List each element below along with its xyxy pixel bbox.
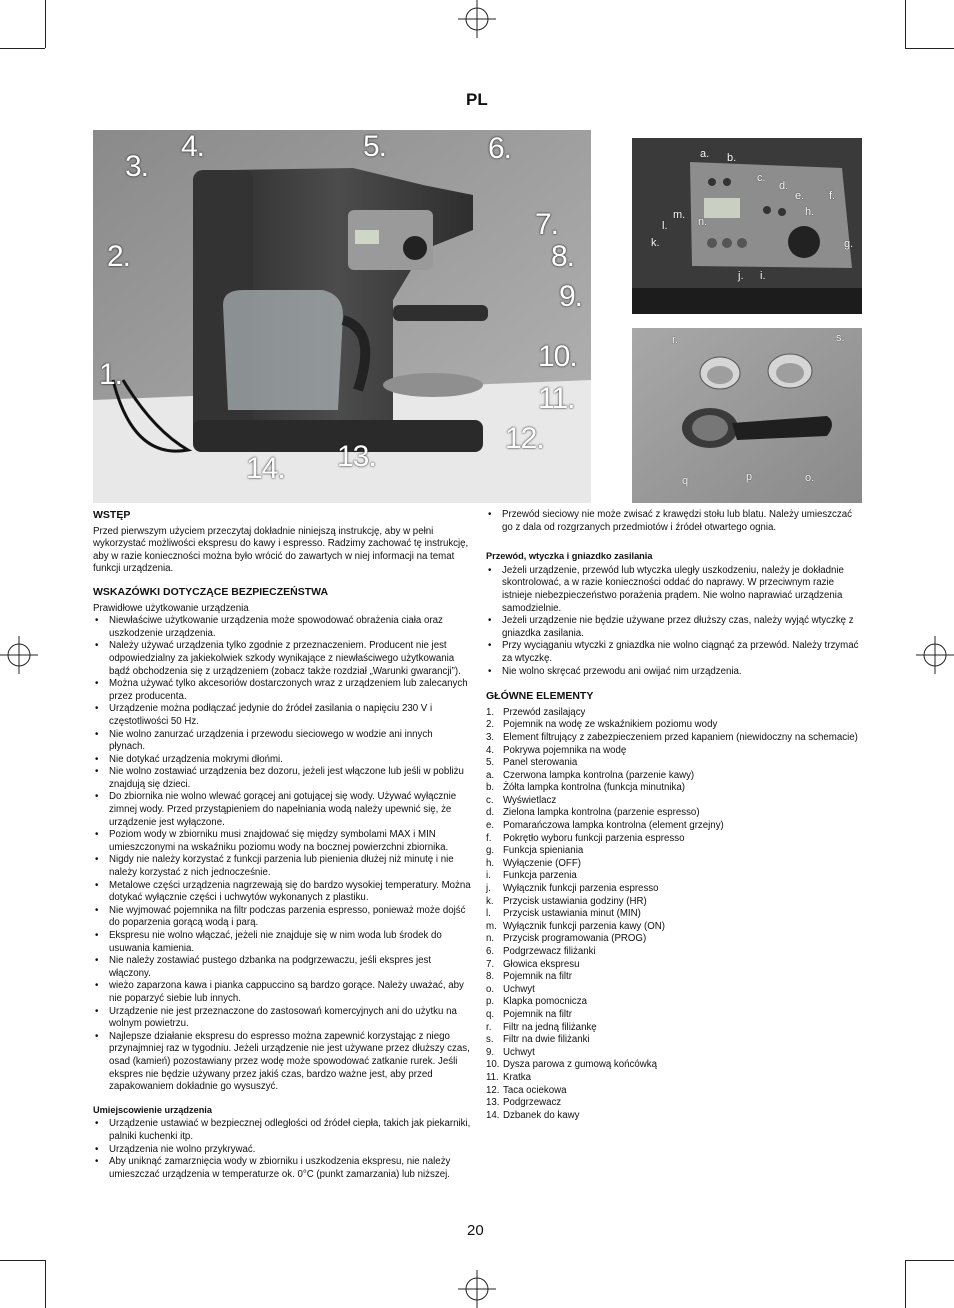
- callout-number: 9.: [559, 280, 583, 313]
- parts-list-item: [486, 984, 862, 997]
- parts-list-item: [486, 1047, 862, 1060]
- callout-letter: a.: [700, 148, 710, 160]
- parts-list-text: Pokrywa pojemnika na wodę: [503, 744, 627, 756]
- parts-list-text: Wyłącznik funkcji parzenia kawy (ON): [503, 920, 665, 932]
- parts-list-item: [486, 719, 862, 732]
- parts-list-text: Zielona lampka kontrolna (parzenie espresso): [503, 807, 700, 819]
- list-item: • Urządzenie można podłączać jedynie do źródeł zasilania o napięciu 230 V i częstotliwości 50 Hz.: [93, 703, 471, 728]
- list-item: • Metalowe części urządzenia nagrzewają się do bardzo wysokiej temperatury. Można dotykać wyłącznie części i uchwytów wykonanych z plastiku.: [93, 880, 471, 905]
- parts-list-text: Filtr na jedną filiżankę: [503, 1021, 597, 1033]
- list-item: • Aby uniknąć zamarznięcia wody w zbiorniku i uszkodzenia ekspresu, nie należy umieszczać urządzenia w temperaturze ok. 0°C (punkt zamarzania) lub niższej.: [93, 1156, 471, 1181]
- parts-list-text: Pojemnik na filtr: [503, 971, 572, 983]
- crop-mark: [905, 0, 906, 48]
- main-product-photo: [93, 130, 591, 503]
- parts-list-key: r.: [486, 1021, 492, 1033]
- parts-list-text: Dysza parowa z gumową końcówką: [503, 1059, 657, 1071]
- parts-list-text: Wyłączenie (OFF): [503, 857, 581, 869]
- parts-list-item: [486, 1085, 862, 1098]
- list-item: • Nigdy nie należy korzystać z funkcji parzenia lub pienienia dłużej niż minutę i nie należy korzystać z nich jednocześnie.: [93, 854, 471, 879]
- parts-list-item: [486, 996, 862, 1009]
- parts-list-item: [486, 946, 862, 959]
- right-column: [486, 509, 862, 1122]
- parts-list-item: [486, 870, 862, 883]
- crop-mark: [0, 1260, 45, 1261]
- callout-number: 11.: [538, 382, 575, 415]
- cord-list: [486, 509, 862, 534]
- parts-list-item: [486, 820, 862, 833]
- crop-mark: [0, 48, 45, 49]
- parts-list-text: Element filtrujący z zabezpieczeniem przed kapaniem (niewidoczny na schemacie): [503, 731, 858, 743]
- parts-list-text: Pokrętło wyboru funkcji parzenia espresso: [503, 832, 685, 844]
- parts-list-text: Czerwona lampka kontrolna (parzenie kawy): [503, 769, 695, 781]
- callout-number: 5.: [363, 130, 387, 163]
- parts-list-item: [486, 732, 862, 745]
- callout-letter: o.: [805, 472, 815, 484]
- crop-mark: [905, 1260, 954, 1261]
- parts-list-key: 7.: [486, 958, 495, 970]
- crop-mark: [45, 0, 46, 48]
- parts-list-item: [486, 1009, 862, 1022]
- crop-mark: [45, 1260, 46, 1308]
- parts-list-key: 10.: [486, 1059, 500, 1071]
- parts-list-text: Podgrzewacz filiżanki: [503, 946, 596, 957]
- parts-list-text: Głowica ekspresu: [503, 958, 580, 970]
- parts-list-key: 8.: [486, 971, 495, 983]
- list-item: • Urządzenie nie jest przeznaczone do zastosowań komercyjnych ani do użytku na wolnym powietrzu.: [93, 1006, 471, 1031]
- parts-list-key: 2.: [486, 719, 495, 731]
- parts-list-key: c.: [486, 794, 494, 806]
- parts-list-item: [486, 858, 862, 871]
- parts-list-item: [486, 1072, 862, 1085]
- parts-list-key: b.: [486, 782, 495, 794]
- parts-list-key: f.: [486, 832, 492, 844]
- parts-list-item: [486, 908, 862, 921]
- parts-list-key: 14.: [486, 1109, 500, 1121]
- parts-list-item: [486, 971, 862, 984]
- placement-list: [93, 1118, 471, 1181]
- filter-parts-photo: [632, 328, 862, 503]
- list-item: • Przewód sieciowy nie może zwisać z krawędzi stołu lub blatu. Należy umieszczać go z dala od rozgrzanych przedmiotów i źródeł otwartego ognia.: [486, 509, 862, 534]
- parts-list-item: [486, 757, 862, 770]
- parts-list-text: Filtr na dwie filiżanki: [503, 1034, 590, 1046]
- page-number: 20: [467, 1222, 484, 1239]
- left-column: [93, 509, 471, 1187]
- parts-list-text: Pojemnik na filtr: [503, 1008, 572, 1020]
- parts-list-key: j.: [486, 883, 491, 895]
- parts-list-item: [486, 959, 862, 972]
- crop-mark: [905, 1260, 906, 1308]
- parts-list-key: 3.: [486, 731, 495, 743]
- crop-mark: [905, 48, 954, 49]
- safety-heading: WSKAZÓWKI DOTYCZĄCE BEZPIECZEŃSTWA: [93, 585, 329, 598]
- callout-letter: n.: [698, 216, 708, 228]
- list-item: • Przy wyciąganiu wtyczki z gniazdka nie wolno ciągnąć za przewód. Należy trzymać za wtyczkę.: [486, 640, 862, 665]
- callout-letter: e.: [795, 190, 805, 202]
- list-item: • Ekspresu nie wolno włączać, jeżeli nie znajduje się w nim woda lub środek do usuwania kamienia.: [93, 930, 471, 955]
- parts-list-item: [486, 833, 862, 846]
- main-parts-heading: GŁÓWNE ELEMENTY: [486, 690, 594, 703]
- power-heading: Przewód, wtyczka i gniazdko zasilania: [486, 551, 653, 562]
- callout-number: 1.: [99, 358, 123, 391]
- parts-list-key: 1.: [486, 706, 495, 718]
- power-list: [486, 565, 862, 678]
- list-item: • Urządzenia nie wolno przykrywać.: [93, 1144, 471, 1157]
- language-code: PL: [466, 90, 488, 109]
- parts-list-key: 13.: [486, 1097, 500, 1109]
- callout-number: 12.: [505, 422, 544, 455]
- parts-list-item: [486, 921, 862, 934]
- callout-letter: m.: [673, 209, 686, 221]
- parts-list-item: [486, 1110, 862, 1123]
- parts-list-item: [486, 1097, 862, 1110]
- callout-number: 6.: [488, 132, 512, 165]
- callout-number: 8.: [551, 240, 575, 273]
- parts-list-text: Przycisk ustawiania minut (MIN): [503, 908, 641, 920]
- callout-number: 10.: [538, 340, 577, 373]
- list-item: • Nie wolno zostawiać urządzenia bez dozoru, jeżeli jest włączone lub jeśli w pobliżu znajdują się dzieci.: [93, 766, 471, 791]
- list-item: • Urządzenie ustawiać w bezpiecznej odległości od źródeł ciepła, takich jak piekarniki, palniki kuchenki itp.: [93, 1118, 471, 1143]
- callout-letter: g.: [844, 238, 854, 250]
- callout-number: 7.: [535, 208, 559, 241]
- list-item: • Można używać tylko akcesoriów dostarczonych wraz z urządzeniem lub zalecanych przez producenta.: [93, 678, 471, 703]
- parts-list-text: Kratka: [503, 1071, 531, 1083]
- list-item: • Nie wolno skręcać przewodu ani owijać nim urządzenia.: [486, 666, 862, 679]
- parts-list-item: [486, 1034, 862, 1047]
- registration-mark: [458, 1270, 496, 1308]
- parts-list-item: [486, 770, 862, 783]
- parts-list-key: a.: [486, 769, 495, 781]
- callout-number: 2.: [107, 240, 131, 273]
- intro-paragraph: Przed pierwszym użyciem przeczytaj dokładnie niniejszą instrukcję, aby w pełni wykorzystać możliwości ekspresu do kawy i espresso. Radzimy zachować tę instrukcję, aby w razie konieczności można było wrócić do zawartych w niej informacji na temat funkcji urządzenia.: [93, 525, 469, 575]
- parts-list-item: [486, 883, 862, 896]
- callout-letter: r.: [672, 334, 679, 346]
- parts-list-key: g.: [486, 845, 495, 857]
- parts-list-text: Żółta lampka kontrolna (funkcja minutnika): [503, 782, 685, 794]
- parts-list-item: [486, 795, 862, 808]
- main-parts-list: [486, 707, 862, 1123]
- parts-list-text: Klapka pomocnicza: [503, 996, 588, 1008]
- callout-letter: s.: [836, 332, 845, 344]
- parts-list-key: m.: [486, 920, 497, 932]
- parts-list-key: 4.: [486, 744, 495, 756]
- parts-list-key: p.: [486, 996, 495, 1008]
- parts-list-text: Panel sterowania: [503, 757, 578, 769]
- callout-number: 14.: [246, 452, 285, 485]
- safety-subheading: Prawidłowe użytkowanie urządzenia: [93, 602, 249, 614]
- list-item: • Do zbiornika nie wolno wlewać gorącej ani gotującej się wody. Używać wyłącznie zimnej wody. Przed przystąpieniem do napełniania wodą należy upewnić się, że urządzenie jest wyłączone.: [93, 791, 471, 829]
- callout-number: 3.: [125, 150, 149, 183]
- parts-list-text: Wyłącznik funkcji parzenia espresso: [503, 883, 659, 895]
- list-item: • Nie wolno zanurzać urządzenia i przewodu sieciowego w wodzie ani innych płynach.: [93, 729, 471, 754]
- parts-list-item: [486, 707, 862, 720]
- list-item: • wieżo zaparzona kawa i pianka cappuccino są bardzo gorące. Należy uważać, aby nie poparzyć siebie lub innych.: [93, 980, 471, 1005]
- list-item: • Jeżeli urządzenie nie będzie używane przez dłuższy czas, należy wyjąć wtyczkę z gniazdka zasilania.: [486, 615, 862, 640]
- registration-mark: [916, 636, 954, 674]
- callout-letter: d.: [779, 180, 789, 192]
- parts-list-text: Pomarańczowa lampka kontrolna (element grzejny): [503, 820, 724, 832]
- list-item: • Nie dotykać urządzenia mokrymi dłońmi.: [93, 754, 471, 767]
- callout-letter: l.: [662, 220, 668, 232]
- control-panel-photo: [632, 138, 862, 314]
- registration-mark: [0, 636, 38, 674]
- parts-list-item: [486, 1022, 862, 1035]
- parts-list-key: 6.: [486, 946, 495, 957]
- parts-list-text: Uchwyt: [503, 983, 535, 995]
- parts-list-key: d.: [486, 807, 495, 819]
- list-item: • Nie wyjmować pojemnika na filtr podczas parzenia espresso, ponieważ może dojść do poparzenia gorącą wodą i parą.: [93, 905, 471, 930]
- parts-list-text: Przewód zasilający: [503, 706, 586, 718]
- callout-letter: k.: [651, 237, 660, 249]
- intro-heading: WSTĘP: [93, 509, 131, 521]
- parts-list-key: o.: [486, 983, 495, 995]
- list-item: • Należy używać urządzenia tylko zgodnie z przeznaczeniem. Producent nie jest odpowiedzialny za jakiekolwiek szkody wynikające z niewłaściwego użytkowania bądź obchodzenia się z urządzeniem (zobacz także rozdział „Warunki gwarancji”).: [93, 640, 471, 678]
- parts-list-key: l.: [486, 908, 491, 920]
- placement-heading: Umiejscowienie urządzenia: [93, 1104, 212, 1115]
- parts-list-text: Funkcja parzenia: [503, 870, 577, 882]
- parts-list-text: Wyświetlacz: [503, 794, 557, 806]
- callout-letter: h.: [805, 206, 815, 218]
- callout-letter: i.: [760, 270, 766, 282]
- parts-list-text: Przycisk ustawiania godziny (HR): [503, 895, 647, 907]
- parts-list-key: 12.: [486, 1084, 500, 1096]
- safety-list: [93, 615, 471, 1094]
- list-item: • Najlepsze działanie ekspresu do espresso można zapewnić korzystając z niego przynajmniej raz w tygodniu. Jeżeli urządzenie nie jest używane przez dłuższy czas, osad (kamień) pozostawiany przez wodę może spowodować zatkanie rurek. Jeśli ekspres nie będzie używany przez jakiś czas, bardzo ważne jest, aby przed zapakowaniem dokładnie go wysuszyć.: [93, 1031, 471, 1094]
- parts-list-key: i.: [486, 870, 491, 882]
- parts-list-text: Funkcja spieniania: [503, 845, 584, 857]
- parts-list-text: Dzbanek do kawy: [503, 1109, 580, 1121]
- registration-mark: [458, 0, 496, 38]
- parts-list-item: [486, 782, 862, 795]
- list-item: • Jeżeli urządzenie, przewód lub wtyczka uległy uszkodzeniu, należy je dokładnie skontrolować, a w razie konieczności oddać do naprawy. W przeciwnym razie istnieje niebezpieczeństwo porażenia prądem. Nie wolno naprawiać urządzenia samodzielnie.: [486, 565, 862, 615]
- callout-letter: q: [682, 475, 689, 487]
- parts-list-item: [486, 896, 862, 909]
- parts-list-item: [486, 933, 862, 946]
- parts-list-text: Uchwyt: [503, 1046, 535, 1058]
- parts-list-item: [486, 807, 862, 820]
- parts-list-text: Podgrzewacz: [503, 1097, 562, 1109]
- callout-letter: j.: [738, 270, 744, 282]
- callout-letter: p: [746, 471, 753, 483]
- parts-list-key: 9.: [486, 1046, 495, 1058]
- list-item: • Poziom wody w zbiorniku musi znajdować się między symbolami MAX i MIN umieszczonymi na wskaźniku poziomu wody na bocznej powierzchni zbiornika.: [93, 829, 471, 854]
- parts-list-key: e.: [486, 820, 495, 832]
- parts-list-key: q.: [486, 1008, 495, 1020]
- parts-list-key: k.: [486, 895, 494, 907]
- callout-letter: b.: [727, 152, 737, 164]
- parts-list-item: [486, 845, 862, 858]
- parts-list-key: s.: [486, 1034, 494, 1046]
- parts-list-key: h.: [486, 857, 495, 869]
- parts-list-item: [486, 745, 862, 758]
- callout-number: 13.: [337, 440, 376, 473]
- parts-list-item: [486, 1059, 862, 1072]
- list-item: • Niewłaściwe użytkowanie urządzenia może spowodować obrażenia ciała oraz uszkodzenie urządzenia.: [93, 615, 471, 640]
- parts-list-text: Taca ociekowa: [503, 1084, 567, 1096]
- callout-letter: f.: [829, 190, 836, 202]
- list-item: • Nie należy zostawiać pustego dzbanka na podgrzewaczu, jeśli ekspres jest włączony.: [93, 955, 471, 980]
- callout-number: 4.: [181, 130, 205, 163]
- callout-letter: c.: [757, 172, 766, 184]
- parts-list-text: Pojemnik na wodę ze wskaźnikiem poziomu wody: [503, 719, 718, 731]
- parts-list-key: 11.: [486, 1071, 499, 1083]
- parts-list-key: 5.: [486, 757, 495, 769]
- parts-list-key: n.: [486, 933, 495, 945]
- parts-list-text: Przycisk programowania (PROG): [503, 933, 647, 945]
